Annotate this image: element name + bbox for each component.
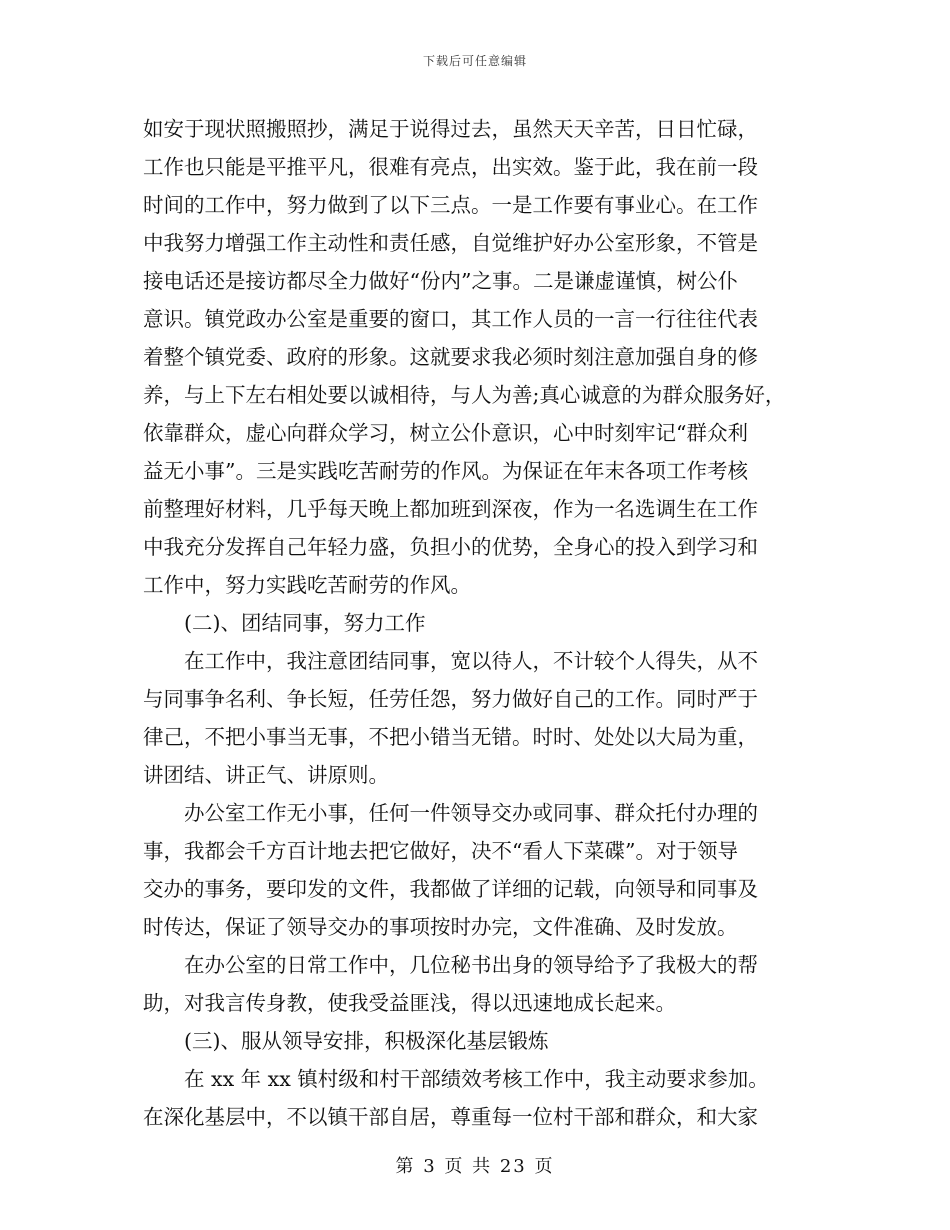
text-line: 讲团结、讲正气、讲原则。 — [143, 763, 389, 787]
text-line: 工作也只能是平推平凡，很难有亮点，出实效。鉴于此，我在前一段 — [143, 155, 758, 179]
text-line: 在 xx 年 xx 镇村级和村干部绩效考核工作中，我主动要求参加。 — [143, 1067, 769, 1091]
text-line: 接电话还是接访都尽全力做好“份内”之事。二是谦虚谨慎，树公仆 — [143, 269, 738, 293]
section-heading: (二)、团结同事，努力工作 — [143, 611, 426, 635]
text-line: 在工作中，我注意团结同事，宽以待人，不计较个人得失，从不 — [143, 649, 758, 673]
text-line: 时间的工作中，努力做到了以下三点。一是工作要有事业心。在工作 — [143, 193, 758, 217]
text-line: 在办公室的日常工作中，几位秘书出身的领导给予了我极大的帮 — [143, 953, 758, 977]
text-line: 工作中，努力实践吃苦耐劳的作风。 — [143, 573, 471, 597]
text-line: 中我努力增强工作主动性和责任感，自觉维护好办公室形象，不管是 — [143, 231, 758, 255]
page-header: 下载后可任意编辑 — [422, 54, 527, 68]
text-line: 益无小事”。三是实践吃苦耐劳的作风。为保证在年末各项工作考核 — [143, 459, 748, 483]
text-line: 助，对我言传身教，使我受益匪浅，得以迅速地成长起来。 — [143, 991, 676, 1015]
text-line: 意识。镇党政办公室是重要的窗口，其工作人员的一言一行往往代表 — [143, 307, 758, 331]
text-line: 律己，不把小事当无事，不把小错当无错。时时、处处以大局为重， — [143, 725, 758, 749]
text-line: 在深化基层中，不以镇干部自居，尊重每一位村干部和群众，和大家 — [143, 1105, 758, 1129]
page-number: 第 3 页 共 23 页 — [395, 1156, 555, 1177]
text-line: 如安于现状照搬照抄，满足于说得过去，虽然天天辛苦，日日忙碌， — [143, 117, 758, 141]
text-line: 事，我都会千方百计地去把它做好，决不“看人下菜碟”。对于领导 — [143, 839, 738, 863]
section-heading: (三)、服从领导安排，积极深化基层锻炼 — [143, 1029, 549, 1053]
text-line: 办公室工作无小事，任何一件领导交办或同事、群众托付办理的 — [143, 801, 758, 825]
text-line: 前整理好材料，几乎每天晚上都加班到深夜，作为一名选调生在工作 — [143, 497, 758, 521]
text-line: 养，与上下左右相处要以诚相待，与人为善;真心诚意的为群众服务好， — [143, 383, 786, 407]
text-line: 时传达，保证了领导交办的事项按时办完，文件准确、及时发放。 — [143, 915, 738, 939]
text-line: 交办的事务，要印发的文件，我都做了详细的记载，向领导和同事及 — [143, 877, 758, 901]
text-line: 依靠群众，虚心向群众学习，树立公仆意识，心中时刻牢记“群众利 — [143, 421, 748, 445]
text-line: 中我充分发挥自己年轻力盛，负担小的优势，全身心的投入到学习和 — [143, 535, 758, 559]
text-line: 着整个镇党委、政府的形象。这就要求我必须时刻注意加强自身的修 — [143, 345, 758, 369]
text-line: 与同事争名利、争长短，任劳任怨，努力做好自己的工作。同时严于 — [143, 687, 758, 711]
document-body — [143, 110, 808, 1136]
